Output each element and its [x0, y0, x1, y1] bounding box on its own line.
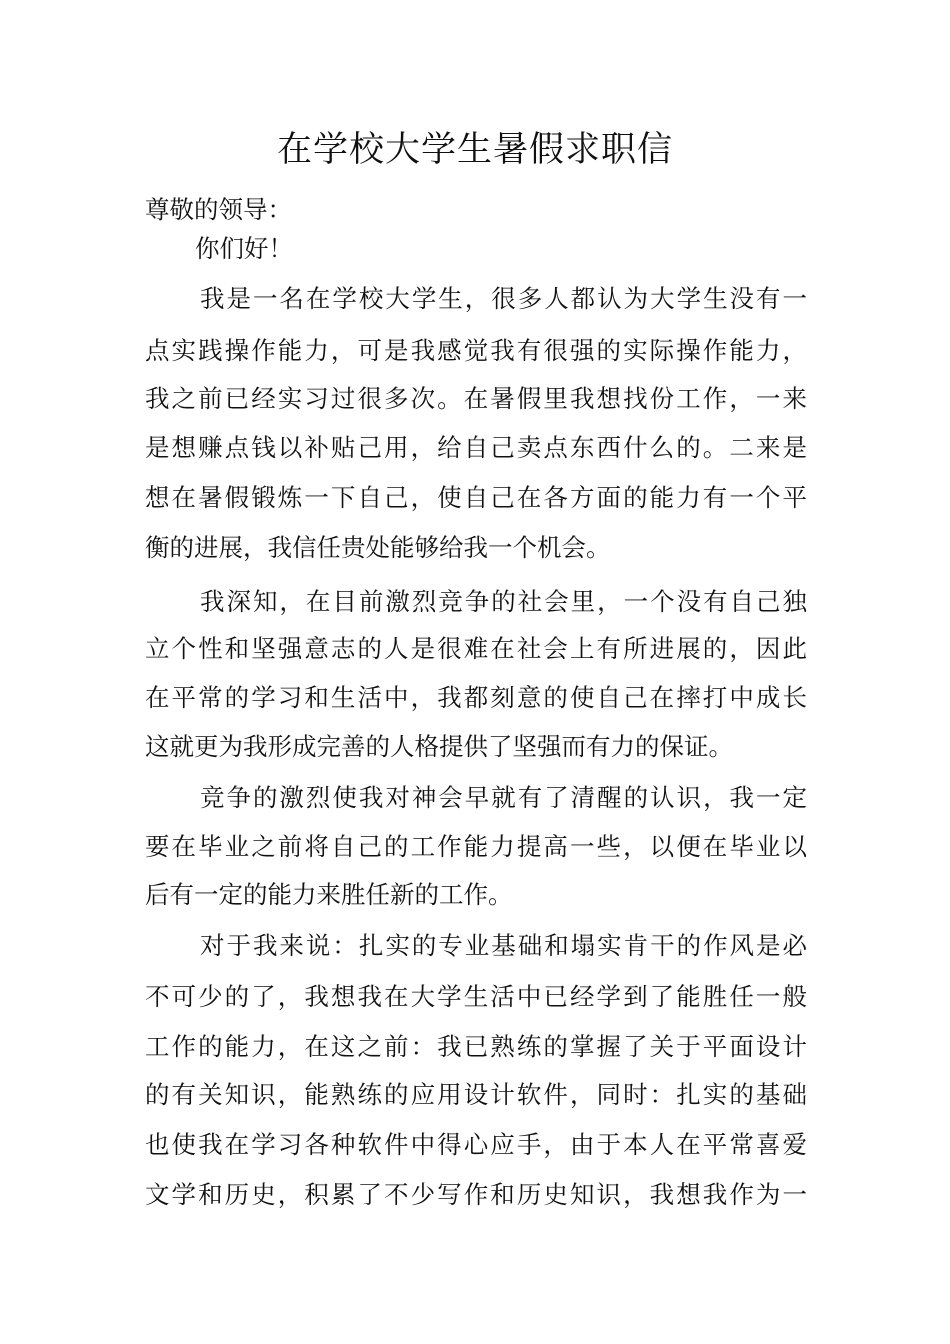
paragraph-line: 也使我在学习各种软件中得心应手，由于本人在平常喜爱 — [145, 1130, 807, 1159]
paragraph-line: 的有关知识，能熟练的应用设计软件，同时：扎实的基础 — [145, 1080, 807, 1109]
paragraph-line: 我之前已经实习过很多次。在暑假里我想找份工作，一来 — [145, 384, 807, 413]
paragraph-line: 想在暑假锻炼一下自己，使自己在各方面的能力有一个平 — [145, 483, 807, 512]
document-title: 在学校大学生暑假求职信 — [276, 130, 673, 170]
paragraph-line: 要在毕业之前将自己的工作能力提高一些，以便在毕业以 — [145, 832, 807, 861]
paragraph-line: 点实践操作能力，可是我感觉我有很强的实际操作能力， — [145, 336, 807, 365]
paragraph-line: 我是一名在学校大学生，很多人都认为大学生没有一 — [200, 284, 807, 313]
paragraph-line: 衡的进展，我信任贵处能够给我一个机会。 — [145, 533, 611, 562]
paragraph-line: 在平常的学习和生活中，我都刻意的使自己在摔打中成长 — [145, 683, 807, 712]
greeting: 你们好！ — [195, 234, 293, 263]
paragraph-line: 对于我来说：扎实的专业基础和塌实肯干的作风是必 — [200, 931, 807, 960]
paragraph-line: 后有一定的能力来胜任新的工作。 — [145, 880, 513, 909]
paragraph-line: 是想赚点钱以补贴己用，给自己卖点东西什么的。二来是 — [145, 433, 807, 462]
paragraph-line: 立个性和坚强意志的人是很难在社会上有所进展的，因此 — [145, 634, 807, 663]
paragraph-line: 工作的能力，在这之前：我已熟练的掌握了关于平面设计 — [145, 1032, 807, 1061]
paragraph-line: 不可少的了，我想我在大学生活中已经学到了能胜任一般 — [145, 982, 807, 1011]
paragraph-line: 竞争的激烈使我对神会早就有了清醒的认识，我一定 — [200, 783, 807, 812]
paragraph-line: 我深知，在目前激烈竞争的社会里，一个没有自己独 — [200, 587, 807, 616]
paragraph-line: 文学和历史，积累了不少写作和历史知识，我想我作为一 — [145, 1180, 807, 1209]
paragraph-line: 这就更为我形成完善的人格提供了坚强而有力的保证。 — [145, 732, 733, 761]
salutation: 尊敬的领导： — [145, 195, 292, 224]
